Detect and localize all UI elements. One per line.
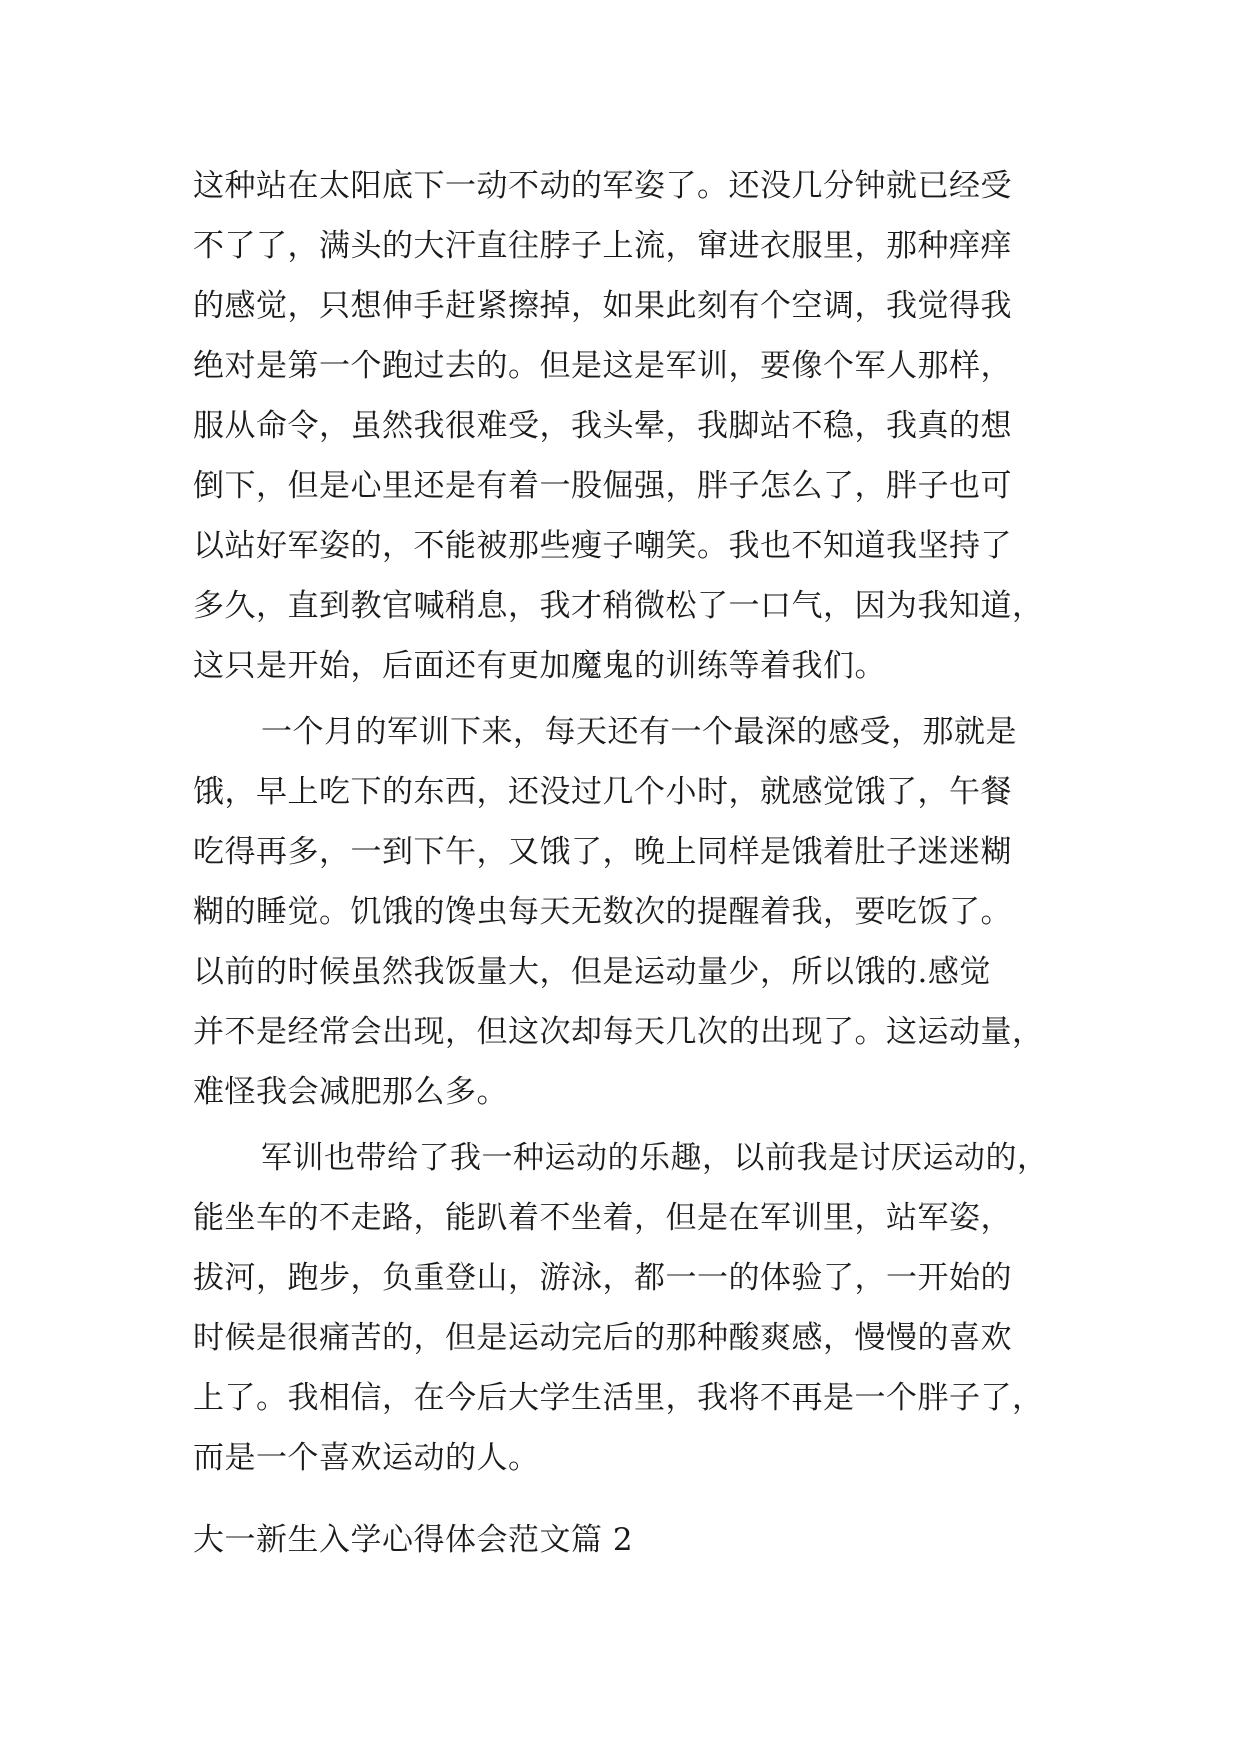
paragraph-2 xyxy=(193,702,1053,1122)
text-line: 多久，直到教官喊稍息，我才稍微松了一口气，因为我知道， xyxy=(193,588,1044,624)
text-line: 倒下，但是心里还是有着一股倔强，胖子怎么了，胖子也可 xyxy=(193,468,1012,504)
text-line: 一个月的军训下来，每天还有一个最深的感受，那就是 xyxy=(261,714,1017,750)
text-line: 军训也带给了我一种运动的乐趣，以前我是讨厌运动的， xyxy=(261,1140,1049,1176)
text-line: 的感觉，只想伸手赶紧擦掉，如果此刻有个空调，我觉得我 xyxy=(193,288,1012,324)
paragraph-3 xyxy=(193,1128,1053,1488)
text-line: 以站好军姿的，不能被那些瘦子嘲笑。我也不知道我坚持了 xyxy=(193,528,1012,564)
text-line: 吃得再多，一到下午，又饿了，晚上同样是饿着肚子迷迷糊 xyxy=(193,834,1012,870)
text-line: 而是一个喜欢运动的人。 xyxy=(193,1440,540,1476)
text-line: 这只是开始，后面还有更加魔鬼的训练等着我们。 xyxy=(193,648,886,684)
section-heading: 大一新生入学心得体会范文篇 2 xyxy=(193,1522,634,1558)
text-line: 上了。我相信，在今后大学生活里，我将不再是一个胖子了， xyxy=(193,1380,1044,1416)
text-line: 不了了，满头的大汗直往脖子上流，窜进衣服里，那种痒痒 xyxy=(193,228,1012,264)
text-line: 糊的睡觉。饥饿的馋虫每天无数次的提醒着我，要吃饭了。 xyxy=(193,894,1012,930)
text-line: 绝对是第一个跑过去的。但是这是军训，要像个军人那样， xyxy=(193,348,1012,384)
text-line: 并不是经常会出现，但这次却每天几次的出现了。这运动量， xyxy=(193,1014,1044,1050)
text-line: 饿，早上吃下的东西，还没过几个小时，就感觉饿了，午餐 xyxy=(193,774,1012,810)
paragraph-1 xyxy=(193,156,1053,696)
text-line: 以前的时候虽然我饭量大，但是运动量少，所以饿的.感觉 xyxy=(193,954,991,990)
text-line: 服从命令，虽然我很难受，我头晕，我脚站不稳，我真的想 xyxy=(193,408,1012,444)
text-line: 能坐车的不走路，能趴着不坐着，但是在军训里，站军姿， xyxy=(193,1200,1012,1236)
text-line: 难怪我会减肥那么多。 xyxy=(193,1074,508,1110)
text-line: 时候是很痛苦的，但是运动完后的那种酸爽感，慢慢的喜欢 xyxy=(193,1320,1012,1356)
document-body xyxy=(193,156,1053,1488)
text-line: 这种站在太阳底下一动不动的军姿了。还没几分钟就已经受 xyxy=(193,168,1012,204)
text-line: 拔河，跑步，负重登山，游泳，都一一的体验了，一开始的 xyxy=(193,1260,1012,1296)
